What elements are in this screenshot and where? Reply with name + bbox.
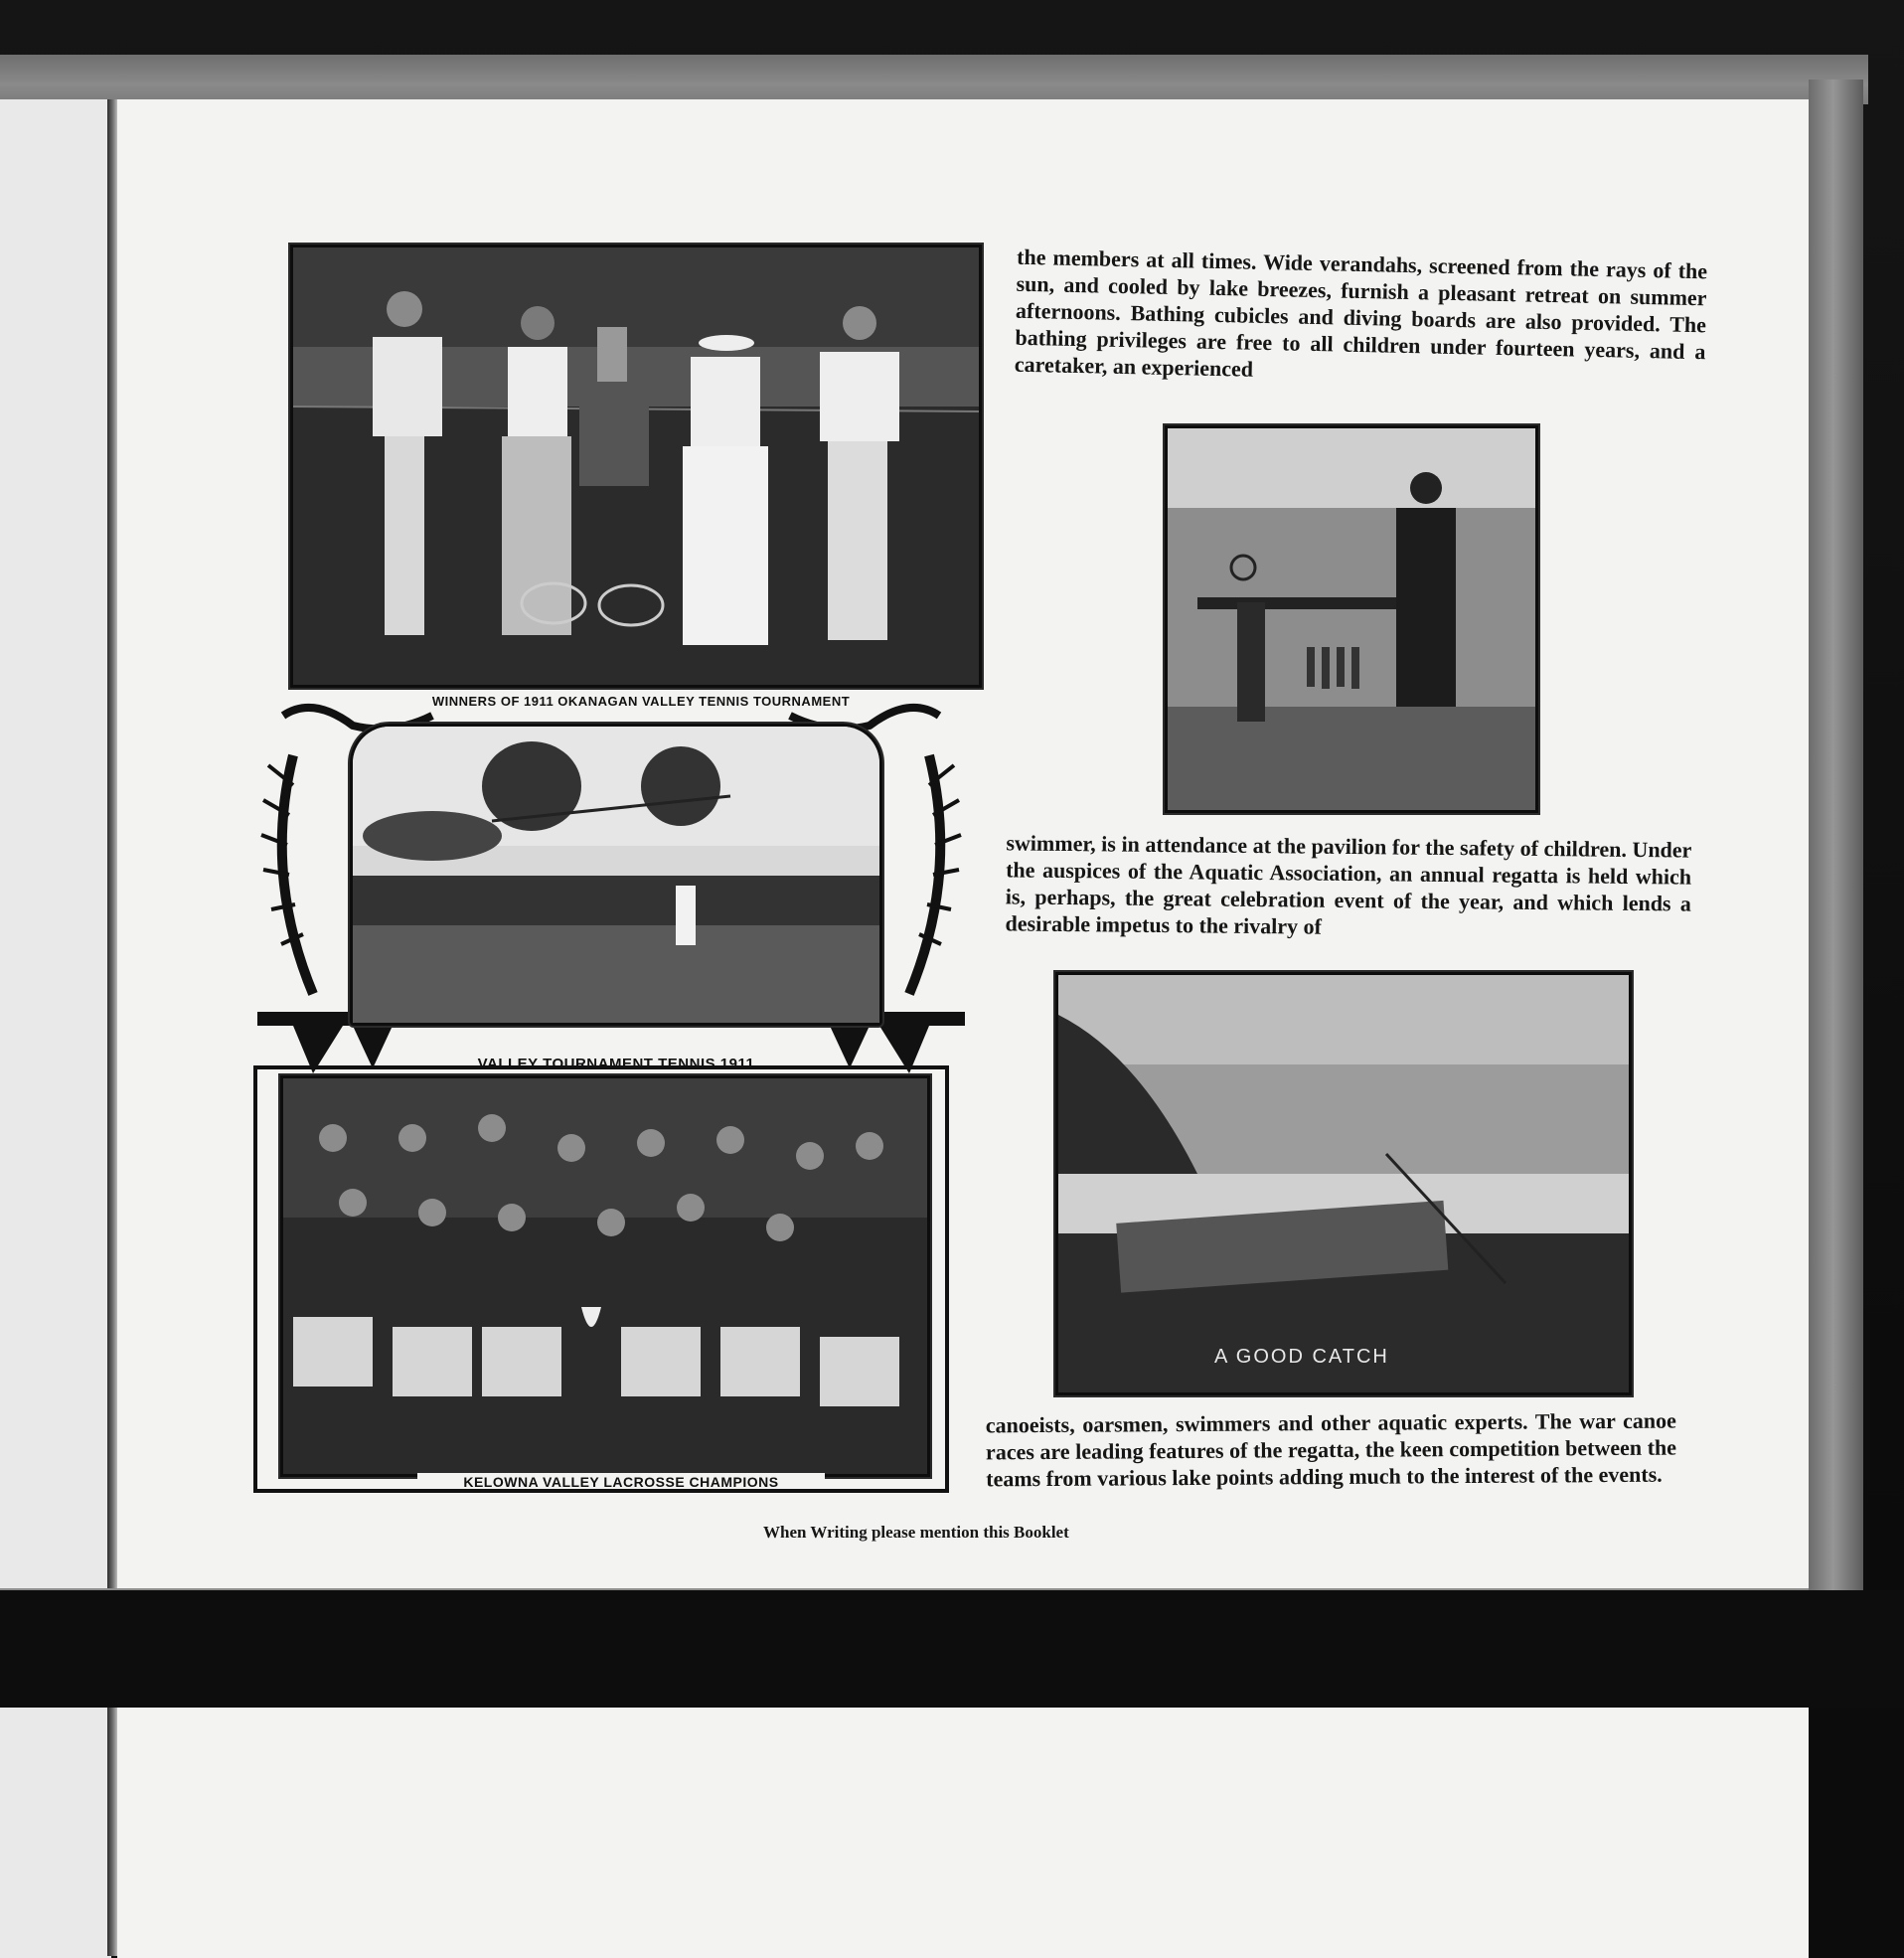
tennis-winners-caption: WINNERS OF 1911 OKANAGAN VALLEY TENNIS TOURNAMENT — [399, 693, 882, 711]
lacrosse-team-image — [283, 1078, 927, 1474]
scan-bottom-strip — [0, 1590, 1904, 1708]
good-catch-caption: A GOOD CATCH — [1214, 1346, 1389, 1368]
fishing-pier-photo — [1165, 425, 1538, 813]
fishing-pier-image — [1168, 428, 1535, 810]
paragraph-2: swimmer, is in attendance at the pavilion for the safety of children. Under the auspices of the Aquatic Association, an annual regatta is held which is, perhaps, the great celebration event of the year, and which lends a desirable impetus to the rivalry of — [1005, 830, 1692, 939]
good-catch-photo — [1055, 972, 1632, 1395]
paragraph-1: the members at all times. Wide verandahs, screened from the rays of the sun, and cooled by lake breezes, furnish a pleasant retreat on summer afternoons. Bathing cubicles and diving boards are also provided. The bathing privileges are free to all children under fourteen years, and a caretaker, an experienced — [1014, 244, 1708, 382]
tennis-tournament-caption: VALLEY TOURNAMENT TENNIS 1911 — [477, 1056, 755, 1072]
tennis-tournament-photo — [350, 724, 882, 1026]
page-footer: When Writing please mention this Booklet — [763, 1523, 1069, 1542]
good-catch-image — [1058, 975, 1629, 1392]
tennis-winners-photo — [290, 245, 982, 688]
lacrosse-caption: KELOWNA VALLEY LACROSSE CHAMPIONS — [417, 1473, 825, 1491]
lacrosse-team-photo — [280, 1075, 930, 1477]
tennis-winners-image — [293, 247, 979, 685]
paragraph-3: canoeists, oarsmen, swimmers and other aquatic experts. The war canoe races are leading features of the regatta, the keen competition between the teams from various lake points adding much to the interest of the events. — [985, 1407, 1677, 1492]
book-right-edge — [1809, 80, 1863, 1640]
tennis-tournament-image — [353, 727, 879, 1023]
book-top-edge — [0, 55, 1868, 104]
